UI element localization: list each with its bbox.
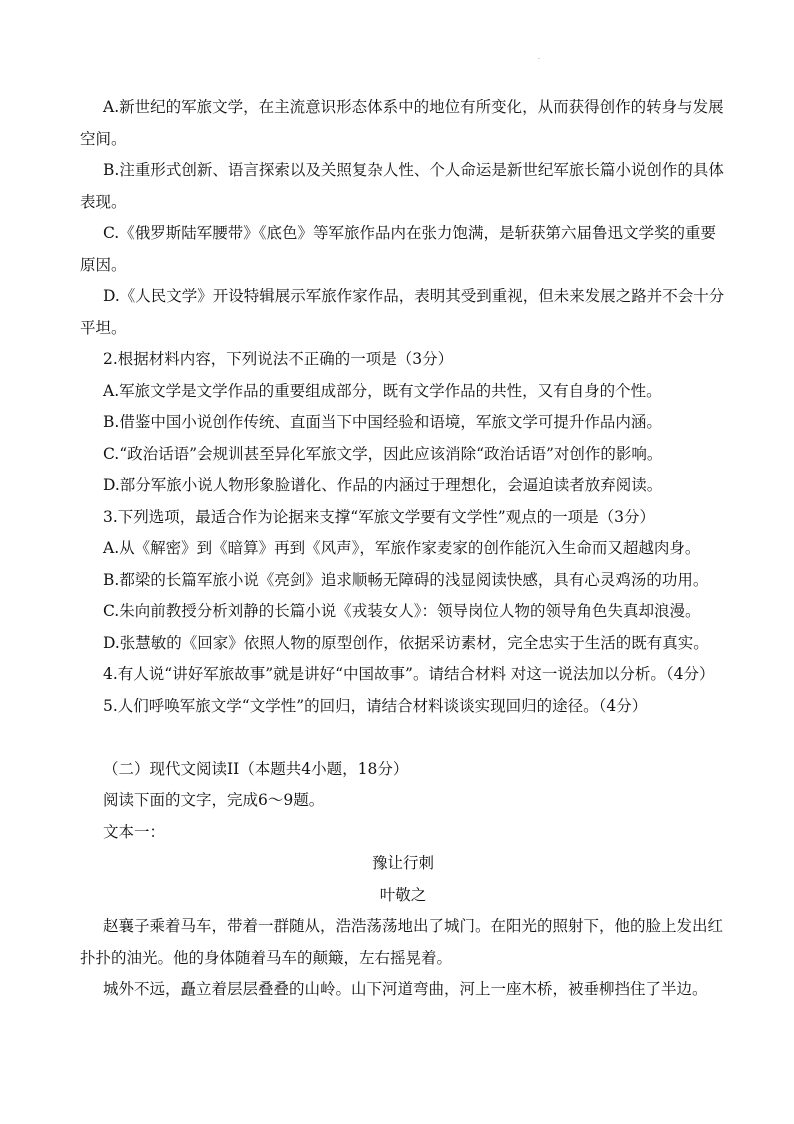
q3-option-a: A.从《解密》到《暗算》再到《风声》，军旅作家麦家的创作能沉入生命而又超越肉身。 [103, 539, 701, 557]
story-paragraph-2: 城外不远，矗立着层层叠叠的山岭。山下河道弯曲，河上一座木桥，被垂柳挡住了半边。 [103, 980, 708, 998]
q1-option-b: B.注重形式创新、语言探索以及关照复杂人性、个人命运是新世纪军旅长篇小说创作的具体表现。 [80, 161, 724, 211]
q1-option-c: C.《俄罗斯陆军腰带》《底色》等军旅作品内在张力饱满，是斩获第六届鲁迅文学奖的重要原因。 [80, 224, 716, 274]
story-title: 豫让行刺 [371, 854, 434, 872]
page-mark: · [538, 56, 540, 63]
q1-option-d: D.《人民文学》开设特辑展示军旅作家作品，表明其受到重视，但未来发展之路并不会十分平坦。 [80, 287, 725, 337]
q1-option-a: A.新世纪的军旅文学，在主流意识形态体系中的地位有所变化，从而获得创作的转身与发展空间。 [80, 98, 724, 148]
q2-option-c: C.“政治话语”会规训甚至异化军旅文学，因此应该消除“政治话语”对创作的影响。 [103, 444, 663, 463]
q2-option-b: B.借鉴中国小说创作传统、直面当下中国经验和语境，军旅文学可提升作品内涵。 [103, 413, 662, 431]
q3-option-b: B.都梁的长篇军旅小说《亮剑》追求顺畅无障碍的浅显阅读快感，具有心灵鸡汤的功用。 [103, 570, 709, 589]
q2-option-d: D.部分军旅小说人物形象脸谱化、作品的内涵过于理想化，会逼迫读者放弃阅读。 [103, 476, 663, 494]
document-body [80, 92, 726, 1006]
question-5: 5.人们呼唤军旅文学“文学性”的回归，请结合材料谈谈实现回归的途径。（4分） [103, 696, 648, 715]
section-spacer [80, 722, 726, 754]
reading-instruction: 阅读下面的文字，完成6～9题。 [103, 791, 325, 809]
text-label: 文本一： [103, 822, 166, 841]
q3-option-c: C.朱向前教授分析刘静的长篇小说《戎装女人》：领导岗位人物的领导角色失真却浪漫。 [103, 602, 701, 620]
q2-option-a: A.军旅文学是文学作品的重要组成部分，既有文学作品的共性，又有自身的个性。 [103, 381, 662, 400]
q2-stem: 2.根据材料内容，下列说法不正确的一项是（3分） [103, 350, 454, 368]
q3-option-d: D.张慧敏的《回家》依照人物的原型创作，依据采访素材，完全忠实于生活的既有真实。 [103, 633, 709, 652]
section-heading: （二）现代文阅读II（本题共4小题，18分） [103, 759, 409, 778]
question-4: 4.有人说“讲好军旅故事”就是讲好“中国故事”。请结合材料 对这一说法加以分析。（4分） [103, 665, 715, 683]
story-author: 叶敬之 [379, 885, 427, 904]
story-paragraph-1: 赵襄子乘着马车，带着一群随从，浩浩荡荡地出了城门。在阳光的照射下，他的脸上发出红扑扑的油光。他的身体随着马车的颠簸，左右摇晃着。 [80, 917, 724, 967]
q3-stem: 3.下列选项，最适合作为论据来支撑“军旅文学要有文学性”观点的一项是（3分） [103, 507, 656, 526]
